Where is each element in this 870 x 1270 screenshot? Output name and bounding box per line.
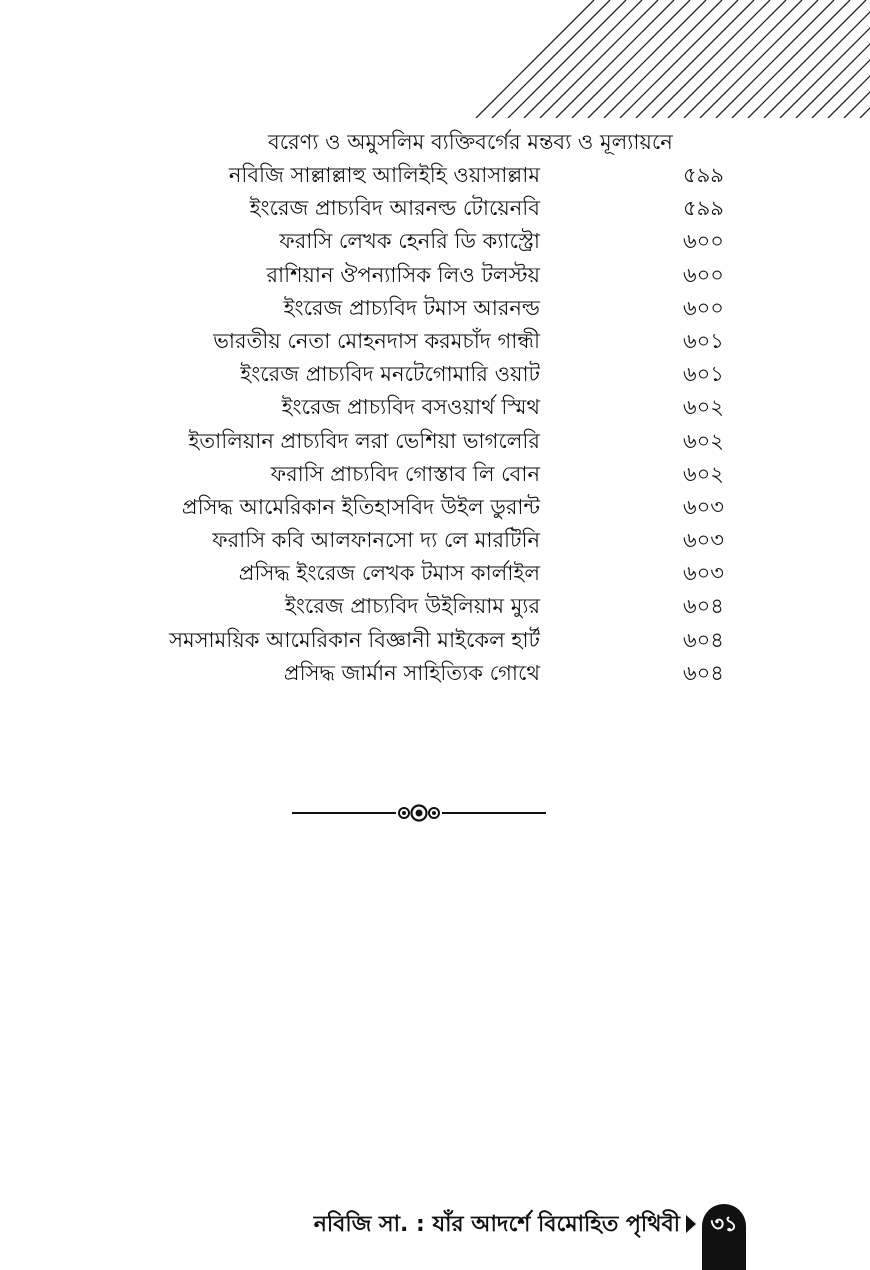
toc-entry-page: ৬০৩ <box>683 494 724 519</box>
toc-entry-page: ৬০০ <box>683 229 724 254</box>
toc-entry-title: রাশিয়ান ঔপন্যাসিক লিও টলস্টয় <box>266 262 540 287</box>
toc-entry-title: ফরাসি লেখক হেনরি ডি ক্যাস্ট্রো <box>279 229 540 254</box>
toc-entry-title: প্রসিদ্ধ ইংরেজ লেখক টমাস কার্লাইল <box>238 561 540 586</box>
toc-entry-page: ৬০৪ <box>683 660 724 685</box>
toc-entry <box>188 426 750 459</box>
toc-entry <box>230 591 750 624</box>
toc-entry-title: প্রসিদ্ধ আমেরিকান ইতিহাসবিদ উইল ডুরান্ট <box>181 494 540 519</box>
toc-entry-title: ভারতীয় নেতা মোহনদাস করমচাঁদ গান্ধী <box>213 328 540 353</box>
toc-entry-title: ফরাসি কবি আলফানসো দ্য লে মারটিনি <box>212 528 540 553</box>
toc-entry-title: নবিজি সাল্লাল্লাহু আলিইহি ওয়াসাল্লাম <box>228 163 540 187</box>
toc-entry <box>230 293 750 326</box>
toc-entry-title: ইংরেজ প্রাচ্যবিদ উইলিয়াম ম্যুর <box>284 594 540 619</box>
toc-entry-page: ৬০২ <box>683 395 724 420</box>
toc-entry <box>230 459 750 492</box>
toc-entry <box>213 326 750 359</box>
toc-entry-title: সমসাময়িক আমেরিকান বিজ্ঞানী মাইকেল হার্ট <box>169 627 540 652</box>
diagonal-hatch-decoration <box>470 0 870 118</box>
toc-entry-page: ৫৯৯ <box>683 196 724 221</box>
toc-entry-page: ৬০২ <box>683 461 724 486</box>
toc-entry-page: ৬০২ <box>683 428 724 453</box>
toc-entry <box>230 359 750 392</box>
footer-book-title: নবিজি সা. : যাঁর আদর্শে বিমোহিত পৃথিবী <box>313 1212 680 1237</box>
triangle-right-icon <box>686 1215 696 1233</box>
toc-entry-page: ৬০৪ <box>683 594 724 619</box>
page-number: ৩১ <box>710 1212 738 1236</box>
toc-entry-title: ফরাসি প্রাচ্যবিদ গোস্তাব লি বোন <box>270 461 540 486</box>
toc-entry-title: প্রসিদ্ধ জার্মান সাহিত্যিক গোথে <box>283 660 540 685</box>
toc-entry <box>230 193 750 226</box>
toc-entry <box>169 625 750 658</box>
toc-entry-title: ইতালিয়ান প্রাচ্যবিদ লরা ভেশিয়া ভাগলেরি <box>188 428 540 453</box>
toc-entry-page: ৬০১ <box>683 328 724 353</box>
toc-entry <box>230 160 750 193</box>
toc-entry <box>230 392 750 425</box>
toc-entry-page: ৬০০ <box>683 295 724 320</box>
toc-entry <box>230 226 750 259</box>
toc-entry-title: ইংরেজ প্রাচ্যবিদ বসওয়ার্থ স্মিথ <box>281 395 540 420</box>
toc-section-heading: বরেণ্য ও অমুসলিম ব্যক্তিবর্গের মন্তব্য ও মূল্যায়নে <box>268 130 673 154</box>
toc-entry-page: ৬০০ <box>683 262 724 287</box>
toc-entry <box>230 558 750 591</box>
toc-entry <box>230 658 750 691</box>
toc-entry-page: ৬০৩ <box>683 528 724 553</box>
toc-entry-page: ৫৯৯ <box>683 163 724 187</box>
toc-entry-page: ৬০৩ <box>683 561 724 586</box>
toc-entry-page: ৬০১ <box>683 362 724 387</box>
toc-list <box>169 160 750 691</box>
toc-entry <box>212 525 750 558</box>
toc-entry <box>230 260 750 293</box>
toc-entry <box>181 492 750 525</box>
toc-entry-title: ইংরেজ প্রাচ্যবিদ মনটেগোমারি ওয়াট <box>240 362 540 387</box>
toc-entry-title: ইংরেজ প্রাচ্যবিদ আরনল্ড টোয়েনবি <box>249 196 540 221</box>
toc-entry-title: ইংরেজ প্রাচ্যবিদ টমাস আরনল্ড <box>283 295 540 320</box>
ornamental-divider <box>292 798 546 828</box>
toc-entry-page: ৬০৪ <box>683 627 724 652</box>
